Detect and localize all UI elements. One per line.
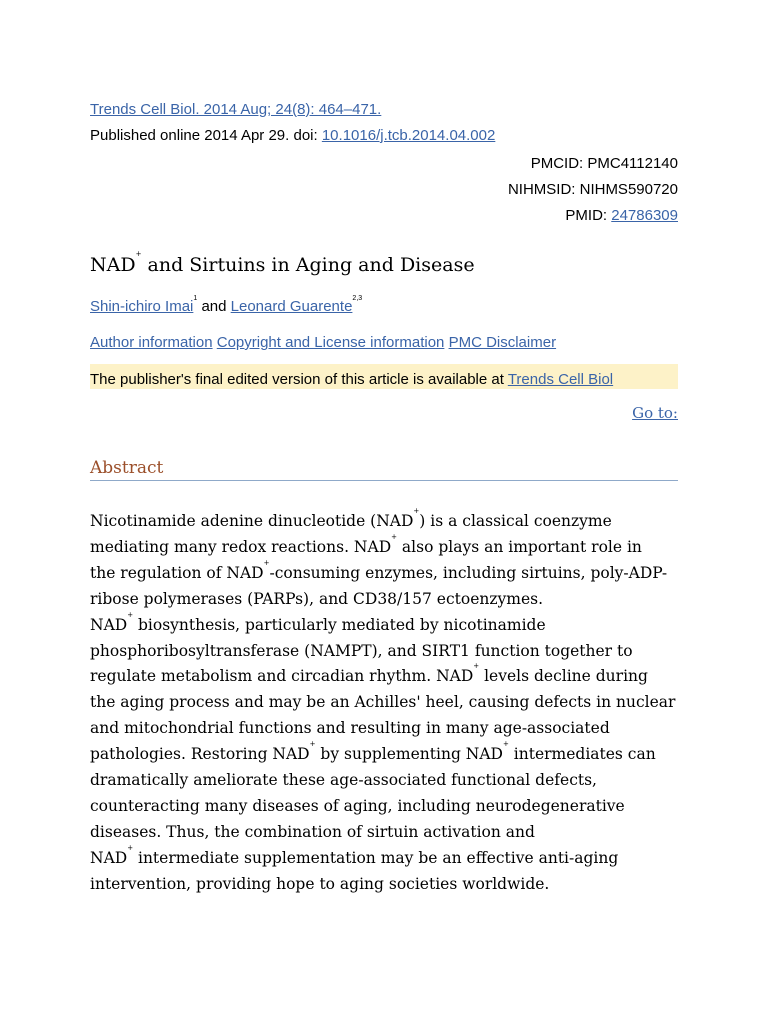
abstract-segment: counteracting many diseases of aging, including neurodegenerative [90, 796, 625, 815]
abstract-segment: regulate metabolism and circadian rhythm. NAD [90, 667, 474, 686]
abstract-segment: the regulation of NAD [90, 563, 264, 582]
abstract-line [90, 742, 682, 768]
publisher-notice-text: The publisher's final edited version of this article is available at [90, 371, 508, 388]
abstract-segment: levels decline during [479, 667, 648, 686]
abstract-line [90, 872, 682, 898]
abstract-heading: Abstract [90, 456, 678, 481]
published-online-line [90, 126, 495, 146]
abstract-segment: also plays an important role in [397, 537, 642, 556]
abstract-line [90, 610, 682, 639]
abstract-line [90, 639, 682, 665]
pmid [508, 203, 678, 229]
abstract-superscript: + [127, 610, 134, 619]
author-link-guarente[interactable]: Leonard Guarente [230, 298, 353, 315]
abstract-line [90, 820, 682, 846]
abstract-line [90, 794, 682, 820]
abstract-superscript: + [391, 532, 397, 541]
publisher-version-notice [90, 364, 678, 389]
abstract-superscript: + [502, 740, 509, 749]
abstract-segment: pathologies. Restoring NAD [90, 745, 310, 764]
journal-citation-link[interactable]: Trends Cell Biol. 2014 Aug; 24(8): 464–471. [90, 101, 382, 118]
published-online-text: Published online 2014 Apr 29. doi: [90, 127, 322, 144]
abstract-superscript: + [263, 558, 270, 567]
abstract-segment: intermediates can [508, 745, 656, 764]
doi-link[interactable]: 10.1016/j.tcb.2014.04.002 [321, 127, 496, 144]
abstract-segment: phosphoribosyltransferase (NAMPT), and SIRT1 function together to [90, 641, 633, 660]
abstract-superscript: + [473, 662, 480, 671]
abstract-segment: -consuming enzymes, including sirtuins, poly-ADP- [269, 563, 668, 582]
copyright-license-link[interactable]: Copyright and License information [216, 334, 445, 351]
abstract-segment: Nicotinamide adenine dinucleotide (NAD [90, 512, 414, 530]
goto-link[interactable]: Go to: [632, 404, 678, 422]
title-rest: and Sirtuins in Aging and Disease [141, 254, 475, 276]
author-link-imai[interactable]: Shin-ichiro Imai [90, 298, 194, 315]
publisher-journal-link[interactable]: Trends Cell Biol [507, 371, 614, 388]
abstract-segment: ribose polymerases (PARPs), and CD38/157 ectoenzymes. [90, 589, 544, 608]
abstract-line [90, 664, 682, 690]
abstract-segment: NAD [90, 848, 128, 867]
abstract-line [90, 690, 682, 716]
author-list [90, 297, 362, 317]
nihmsid: NIHMSID: NIHMS590720 [507, 181, 678, 198]
pmid-label: PMID: [565, 207, 612, 224]
author-affiliation-1: 1 [193, 295, 198, 302]
author-separator: and [197, 298, 231, 315]
abstract-segment: intermediate supplementation may be an effective anti-aging [133, 848, 619, 867]
abstract-line [90, 509, 682, 535]
author-information-link[interactable]: Author information [90, 334, 213, 351]
abstract-segment: ) is a classical coenzyme [419, 512, 612, 530]
pmid-link[interactable]: 24786309 [611, 207, 678, 224]
abstract-segment: NAD [90, 615, 128, 634]
abstract-segment: by supplementing NAD [315, 745, 503, 764]
title-nad: NAD [90, 254, 136, 276]
abstract-line [90, 843, 682, 872]
pmc-disclaimer-link[interactable]: PMC Disclaimer [448, 334, 557, 351]
article-title [90, 252, 475, 278]
pmcid: PMCID: PMC4112140 [530, 155, 678, 172]
abstract-segment: and mitochondrial functions and resulting in many age-associated [90, 719, 610, 738]
abstract-segment: intervention, providing hope to aging societies worldwide. [90, 874, 550, 893]
abstract-line [90, 558, 682, 587]
title-superscript: + [135, 250, 142, 258]
abstract-superscript: + [127, 843, 134, 852]
goto-menu [632, 402, 678, 424]
abstract-line [90, 532, 682, 561]
abstract-superscript: + [413, 507, 420, 515]
article-identifiers [508, 151, 678, 229]
author-affiliation-2: 2,3 [352, 295, 363, 302]
abstract-text [90, 509, 682, 898]
abstract-segment: the aging process and may be an Achilles' heel, causing defects in nuclear [90, 693, 676, 712]
abstract-line [90, 587, 682, 613]
citation-line [90, 100, 381, 120]
abstract-line [90, 768, 682, 794]
abstract-line [90, 716, 682, 742]
abstract-segment: biosynthesis, particularly mediated by nicotinamide [133, 615, 546, 634]
abstract-segment: dramatically ameliorate these age-associated functional defects, [90, 771, 597, 790]
abstract-segment: diseases. Thus, the combination of sirtuin activation and [90, 822, 535, 841]
article-info-links [90, 333, 556, 353]
abstract-segment: mediating many redox reactions. NAD [90, 537, 392, 556]
abstract-superscript: + [309, 740, 316, 749]
